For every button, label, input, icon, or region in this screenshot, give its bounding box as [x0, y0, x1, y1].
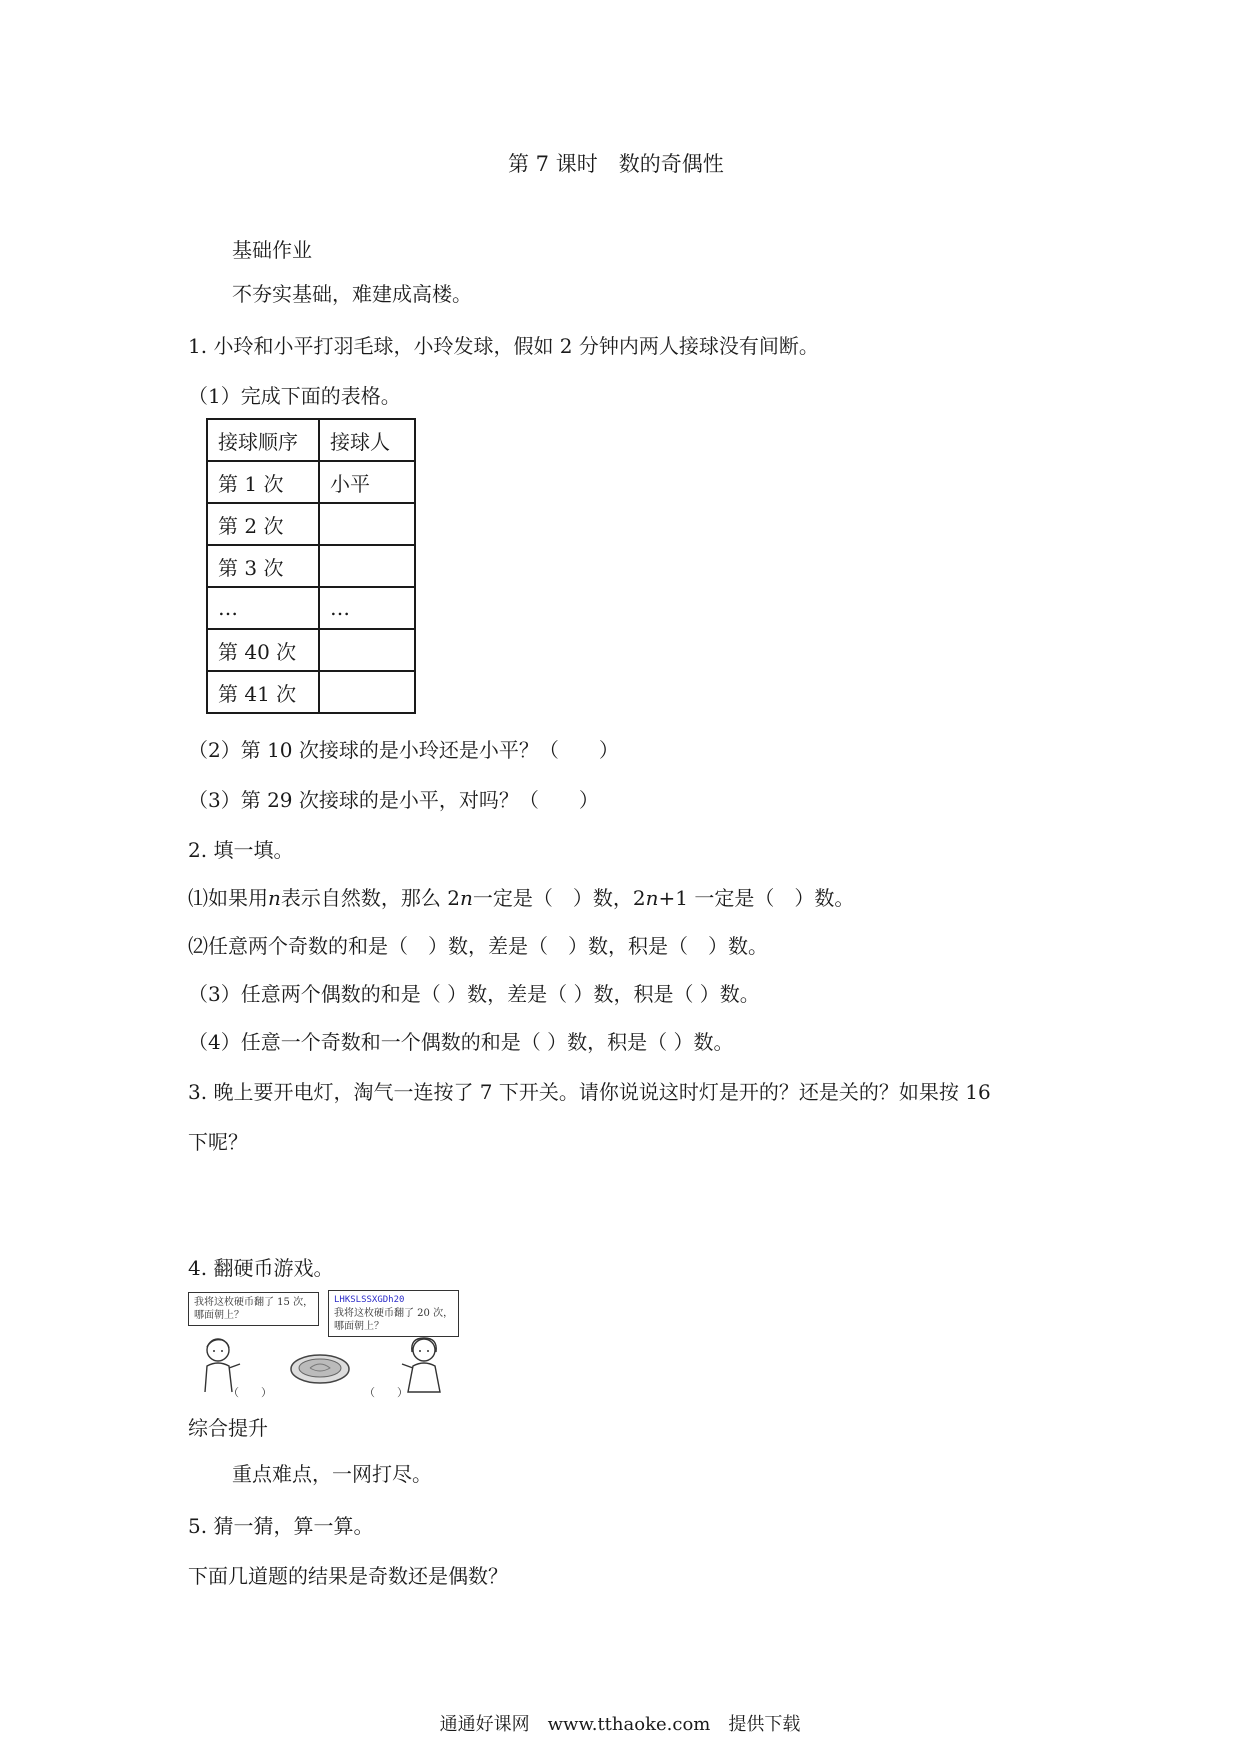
question-4-stem: 4. 翻硬币游戏。 — [188, 1256, 334, 1280]
table-row — [207, 629, 415, 671]
question-3-line-1: 3. 晚上要开电灯，淘气一连按了 7 下开关。请你说说这时灯是开的？还是关的？如果按 16 — [188, 1080, 991, 1104]
table-header-row — [207, 419, 415, 461]
table-cell-receiver: 小平 — [319, 461, 415, 503]
page-title: 第 7 课时 数的奇偶性 — [508, 152, 724, 176]
question-3-line-2: 下呢？ — [188, 1130, 248, 1154]
q2-line1-part-c: 一定是（ ）数，2 — [472, 886, 646, 910]
question-5-stem: 5. 猜一猜，算一算。 — [188, 1514, 374, 1538]
question-2-line-1 — [188, 886, 854, 910]
q2-line1-part-d: +1 一定是（ ）数。 — [658, 886, 855, 910]
coin-icon — [288, 1352, 352, 1386]
table-row — [207, 503, 415, 545]
coin-game-illustration — [188, 1290, 458, 1402]
bubble-left-line-1: 我将这枚硬币翻了 15 次， — [194, 1297, 314, 1308]
speech-bubble-left — [188, 1292, 319, 1326]
bubble-right-code: LHKSLSSXGDh20 — [334, 1295, 405, 1305]
table-row — [207, 671, 415, 713]
question-1-sub2: （2）第 10 次接球的是小玲还是小平？（ ） — [188, 738, 619, 762]
question-1-sub1: （1）完成下面的表格。 — [188, 384, 401, 408]
question-2-line-4: （4）任意一个奇数和一个偶数的和是（ ）数，积是（ ）数。 — [188, 1030, 734, 1054]
bubble-right-line-1: 我将这枚硬币翻了 20 次， — [334, 1308, 454, 1319]
question-1-sub3: （3）第 29 次接球的是小平，对吗？（ ） — [188, 788, 599, 812]
question-1-stem: 1. 小玲和小平打羽毛球，小玲发球，假如 2 分钟内两人接球没有间断。 — [188, 334, 819, 358]
table-cell-receiver — [319, 503, 415, 545]
section-basic-heading: 基础作业 — [232, 238, 312, 262]
table-cell-order: … — [207, 587, 319, 629]
table-row — [207, 545, 415, 587]
table-cell-order: 第 40 次 — [207, 629, 319, 671]
section-advanced-heading: 综合提升 — [188, 1416, 268, 1440]
table-cell-receiver: … — [319, 587, 415, 629]
footer-source: 通通好课网 www.tthaoke.com 提供下载 — [439, 1714, 801, 1735]
answer-blank-left: （ ） — [228, 1386, 272, 1399]
table-cell-receiver — [319, 629, 415, 671]
motto-advanced: 重点难点，一网打尽。 — [232, 1462, 432, 1486]
table-header-order: 接球顺序 — [207, 419, 319, 461]
variable-n: n — [268, 886, 281, 910]
table-cell-order: 第 2 次 — [207, 503, 319, 545]
question-2-line-3: （3）任意两个偶数的和是（ ）数，差是（ ）数，积是（ ）数。 — [188, 982, 760, 1006]
table-header-receiver: 接球人 — [319, 419, 415, 461]
q2-line1-part-a: ⑴如果用 — [188, 886, 268, 910]
answer-blank-right: （ ） — [364, 1386, 408, 1399]
table-cell-receiver — [319, 545, 415, 587]
table-cell-order: 第 1 次 — [207, 461, 319, 503]
table-cell-receiver — [319, 671, 415, 713]
bubble-right-line-2: 哪面朝上？ — [334, 1321, 384, 1332]
bubble-left-line-2: 哪面朝上？ — [194, 1310, 244, 1321]
question-2-line-2: ⑵任意两个奇数的和是（ ）数，差是（ ）数，积是（ ）数。 — [188, 934, 768, 958]
table-cell-order: 第 41 次 — [207, 671, 319, 713]
question-5-prompt: 下面几道题的结果是奇数还是偶数？ — [188, 1564, 508, 1588]
q2-line1-part-b: 表示自然数，那么 2 — [280, 886, 460, 910]
motto-basic: 不夯实基础，难建成高楼。 — [232, 282, 472, 306]
speech-bubble-right — [328, 1290, 459, 1337]
table-row — [207, 461, 415, 503]
variable-n: n — [459, 886, 473, 910]
question-2-stem: 2. 填一填。 — [188, 838, 294, 862]
table-row — [207, 587, 415, 629]
variable-n: n — [645, 886, 659, 910]
table-cell-order: 第 3 次 — [207, 545, 319, 587]
receive-order-table — [206, 418, 416, 714]
